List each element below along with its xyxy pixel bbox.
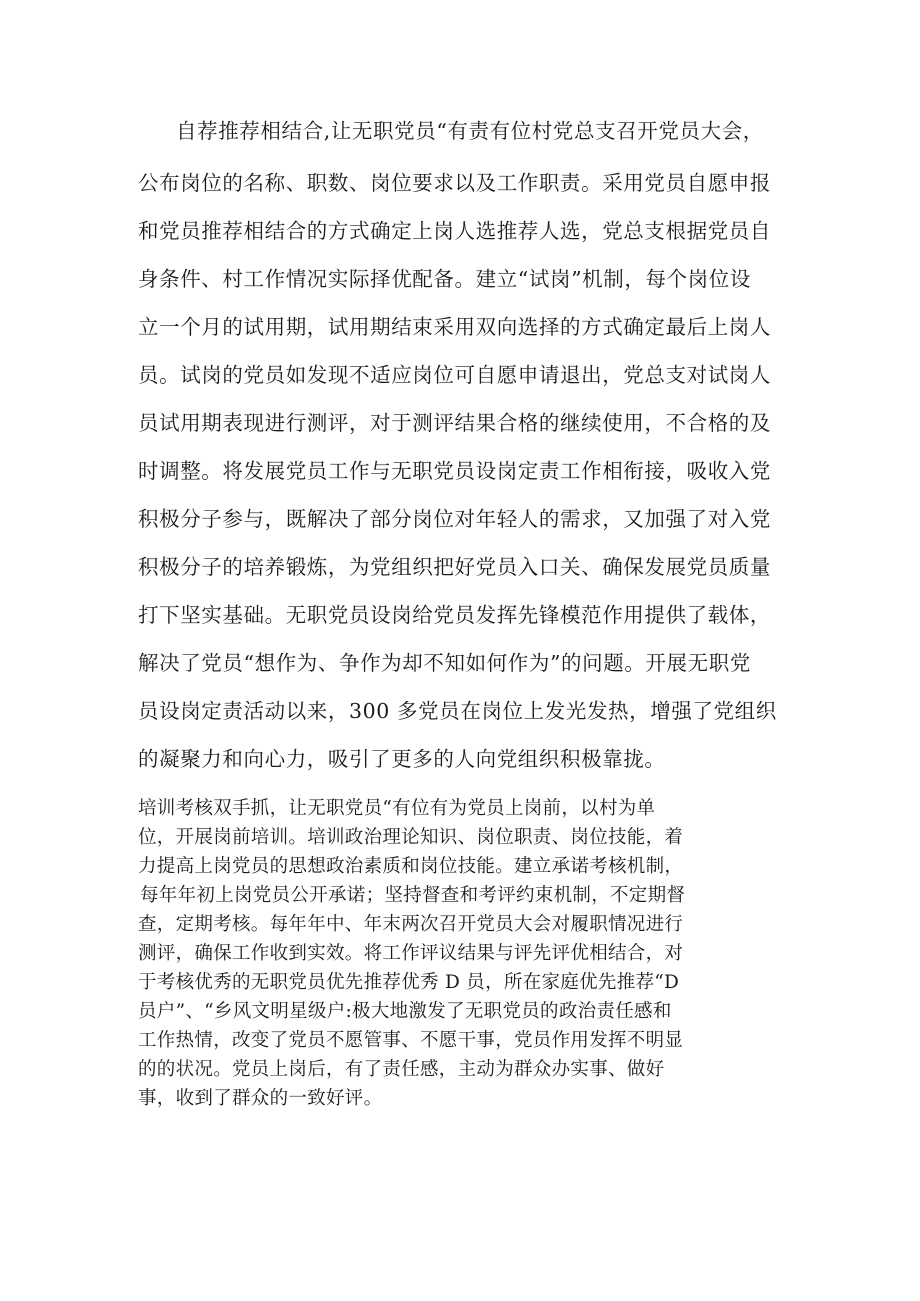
- text-line: 员户”、“乡风文明星级户:极大地激发了无职党员的政治责任感和: [138, 1001, 672, 1022]
- text-line: 于考核优秀的无职党员优先推荐优秀 D 员，所在家庭优先推荐“D: [138, 972, 680, 993]
- text-line: 的的状况。党员上岗后，有了责任感，主动为群众办实事、做好: [138, 1059, 665, 1080]
- text-line: 身条件、村工作情况实际择优配备。建立“试岗”机制，每个岗位设: [138, 267, 751, 291]
- text-line: 员。试岗的党员如发现不适应岗位可自愿申请退出，党总支对试岗人: [138, 363, 771, 387]
- text-line: 员设岗定责活动以来，300 多党员在岗位上发光发热，增强了党组织: [138, 699, 777, 723]
- text-line: 公布岗位的名称、职数、岗位要求以及工作职责。采用党员自愿申报: [138, 171, 771, 195]
- text-line: 打下坚实基础。无职党员设岗给党员发挥先锋模范作用提供了载体，: [138, 603, 771, 627]
- text-line: 自荐推荐相结合,让无职党员“有责有位村党总支召开党员大会，: [176, 119, 764, 143]
- text-line: 积极分子的培养锻炼，为党组织把好党员入口关、确保发展党员质量: [138, 555, 771, 579]
- text-line: 位，开展岗前培训。培训政治理论知识、岗位职责、岗位技能，着: [138, 827, 684, 848]
- text-line: 和党员推荐相结合的方式确定上岗人选推荐人选，党总支根据党员自: [138, 219, 771, 243]
- text-line: 积极分子参与，既解决了部分岗位对年轻人的需求，又加强了对入党: [138, 507, 771, 531]
- text-line: 每年年初上岗党员公开承诺；坚持督查和考评约束机制，不定期督: [140, 885, 686, 906]
- text-line: 立一个月的试用期，试用期结束采用双向选择的方式确定最后上岗人: [138, 315, 771, 339]
- text-line: 员试用期表现进行测评，对于测评结果合格的继续使用，不合格的及: [138, 411, 771, 435]
- text-line: 测评，确保工作收到实效。将工作评议结果与评先评优相结合，对: [138, 943, 684, 964]
- text-line: 事，收到了群众的一致好评。: [138, 1088, 383, 1109]
- text-line: 培训考核双手抓，让无职党员“有位有为党员上岗前，以村为单: [138, 798, 656, 819]
- text-line: 的凝聚力和向心力，吸引了更多的人向党组织积极靠拢。: [138, 747, 666, 771]
- text-line: 时调整。将发展党员工作与无职党员设岗定责工作相衔接，吸收入党: [138, 459, 771, 483]
- text-line: 工作热情，改变了党员不愿管事、不愿干事，党员作用发挥不明显: [138, 1030, 684, 1051]
- text-line: 查，定期考核。每年年中、年末两次召开党员大会对履职情况进行: [138, 914, 684, 935]
- text-line: 解决了党员“想作为、争作为却不知如何作为”的问题。开展无职党: [138, 651, 751, 675]
- text-line: 力提高上岗党员的思想政治素质和岗位技能。建立承诺考核机制，: [138, 856, 684, 877]
